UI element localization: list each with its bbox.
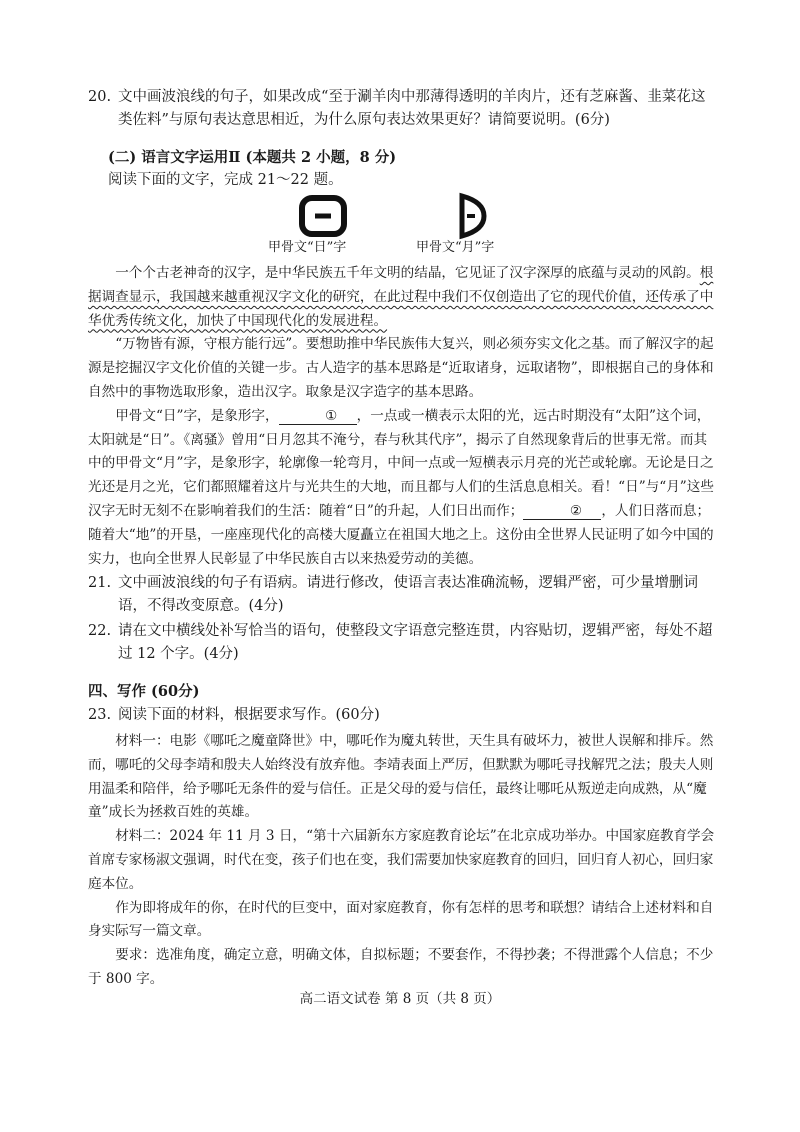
material-1: 材料一：电影《哪吒之魔童降世》中，哪吒作为魔丸转世，天生具有破坏力，被世人误解和排斥。然而，哪吒的父母李靖和殷夫人始终没有放弃他。李靖表面上严厉，但默默为哪吒寻找解咒之法；殷夫人则用温柔和陪伴，给予哪吒无条件的爱与信任。正是父母的爱与信任，最终让哪吒从叛逆走向成熟，从“魔童”成长为拯救百姓的英雄。: [88, 733, 714, 821]
passage-paragraph-3: [88, 405, 718, 572]
question-text: 请在文中横线处补写恰当的语句，使整段文字语意完整连贯，内容贴切，逻辑严密，每处不超过 12 个字。(4分): [118, 623, 713, 662]
fill-blank-1: ①: [279, 408, 357, 425]
passage-text: ，人们日落而息；随着大“地”的开垦，一座座现代化的高楼大厦矗立在祖国大地之上。这份由全世界人民证明了如今中国的实力，也向全世界人民彰显了中华民族自古以来热爱劳动的美德。: [88, 502, 714, 567]
fill-blank-2: ②: [523, 503, 601, 520]
question-number: 23.: [88, 707, 112, 723]
passage-text: 一个个古老神奇的汉字，是中华民族五千年文明的结晶，它见证了汉字深厚的底蕴与灵动的风韵。: [115, 265, 700, 281]
question-number: 22.: [88, 623, 112, 639]
question-text: 阅读下面的材料，根据要求写作。(60分): [118, 707, 380, 723]
question-20: [88, 86, 718, 132]
question-text: 文中画波浪线的句子，如果改成“至于涮羊肉中那薄得透明的羊肉片，还有芝麻酱、韭菜花这类佐料”与原句表达意思相近，为什么原句表达效果更好？请简要说明。(6分): [118, 89, 706, 128]
passage-text: 甲骨文“日”字，是象形字，: [115, 407, 279, 424]
material-2: 材料二：2024 年 11 月 3 日，“第十六届新东方家庭教育论坛”在北京成功举办。中国家庭教育学会首席专家杨淑文强调，时代在变，孩子们也在变，我们需要加快家庭教育的回归，回归育人初心，回归家庭本位。: [88, 828, 715, 892]
writing-materials: [88, 730, 718, 992]
passage-text: ，一点或一横表示太阳的光，远古时期没有“太阳”这个词，太阳就是“日”。《离骚》曾用“日月忽其不淹兮，春与秋其代序”，揭示了自然现象背后的世事无常。而其中的甲骨文“月”字，是象形字，轮廓像一轮弯月，中间一点或一短横表示月亮的光芒或轮廓。无论是日之光还是月之光，它们都照耀着这片与光共生的大地，而且都与人们的生活息息相关。看！“日”与“月”这些汉字无时无刻不在影响着我们的生活：随着“日”的升起，人们日出而作；: [88, 407, 714, 519]
sun-glyph-caption: 甲骨文“日”字: [268, 240, 347, 255]
page-footer: 高二语文试卷 第 8 页（共 8 页）: [299, 991, 501, 1007]
reading-passage: [88, 262, 718, 571]
passage-paragraph-1: [88, 262, 718, 333]
question-23: [88, 704, 718, 727]
section-heading: 四、写作 (60分): [88, 683, 200, 700]
writing-prompt: 作为即将成年的你，在时代的巨变中，面对家庭教育，你有怎样的思考和联想？请结合上述材料和自身实际写一篇文章。: [88, 899, 714, 940]
question-22: [88, 620, 718, 666]
moon-glyph-caption: 甲骨文“月”字: [416, 240, 495, 255]
question-21: [88, 572, 718, 618]
moon-glyph-icon: [462, 196, 484, 236]
question-number: 21.: [88, 575, 112, 591]
passage-paragraph-2: “万物皆有源，守根方能行远”。要想助推中华民族伟大复兴，则必须夯实文化之基。而了解汉字的起源是挖掘汉字文化价值的关键一步。古人造字的基本思路是“近取诸身，远取诸物”，即根据自己的身体和自然中的事物选取形象，造出汉字。取象是汉字造字的基本思路。: [88, 336, 714, 400]
question-number: 20.: [88, 89, 112, 105]
wavy-underlined-sentence: 根据调查显示，我国越来越重视汉字文化的研究，在此过程中我们不仅创造出了它的现代价值，还传承了中华优秀传统文化，加快了中国现代化的发展进程。: [88, 265, 714, 329]
section-2-header: [108, 146, 718, 192]
question-text: 文中画波浪线的句子有语病。请进行修改，使语言表达准确流畅，逻辑严密，可少量增删词语，不得改变原意。(4分): [118, 575, 698, 614]
section-4-header: [88, 680, 718, 703]
section-instruction: 阅读下面的文字，完成 21～22 题。: [108, 172, 343, 188]
sun-glyph-icon: [302, 198, 344, 234]
writing-requirements: 要求：选准角度，确定立意，明确文体，自拟标题；不要套作，不得抄袭；不得泄露个人信息；不少于 800 字。: [88, 947, 714, 987]
section-heading: (二) 语言文字运用Ⅱ (本题共 2 小题，8 分): [108, 149, 397, 166]
